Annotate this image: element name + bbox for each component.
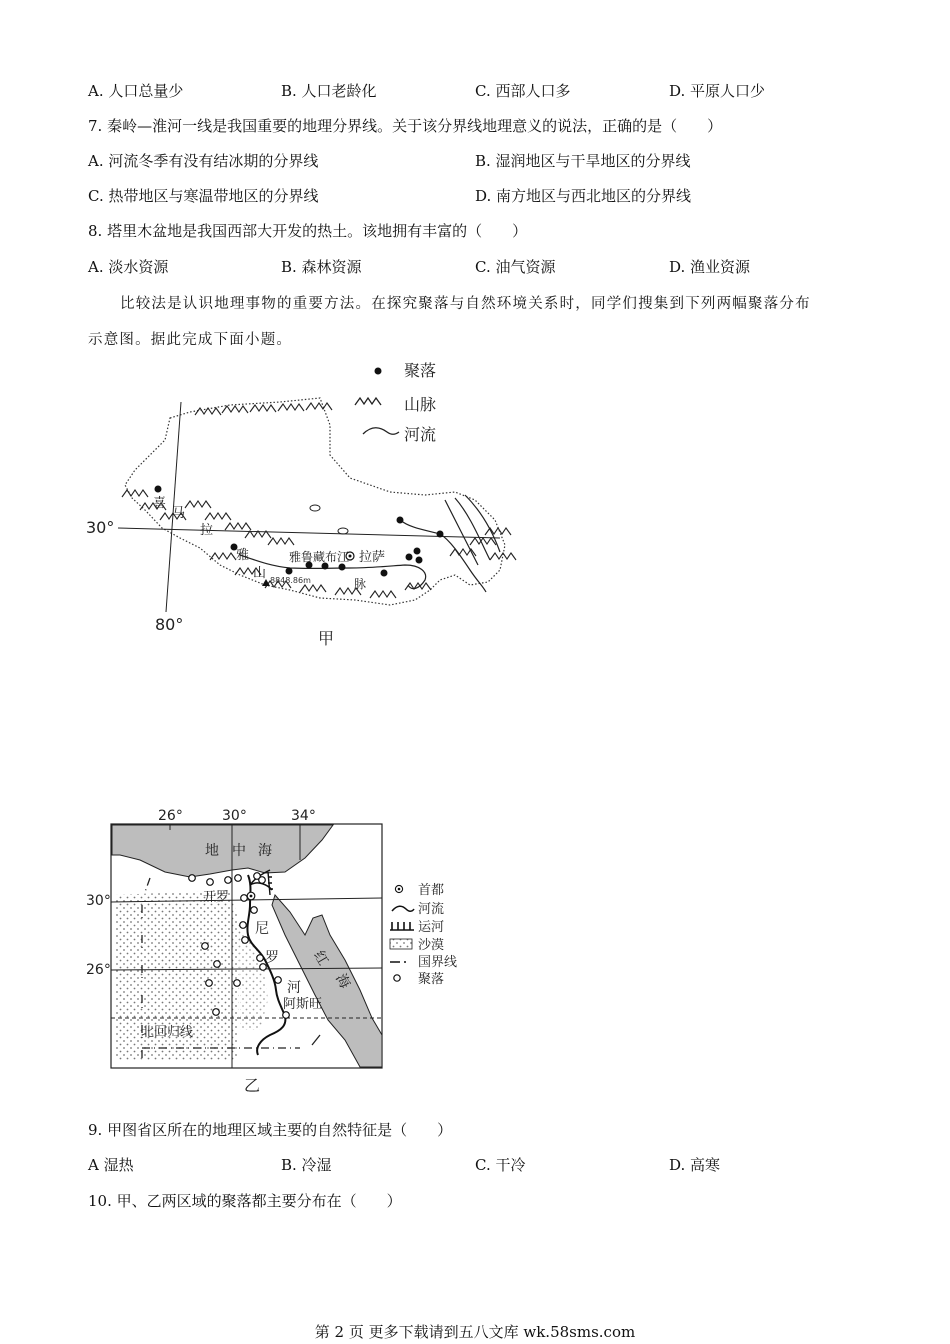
q6-option-a: A. 人口总量少 [88, 82, 184, 100]
red-sea-char-1: 红 [310, 948, 332, 969]
red-sea-char-2: 海 [332, 971, 354, 992]
q9-stem: 9. 甲图省区所在的地理区域主要的自然特征是（ ） [88, 1121, 453, 1139]
lon-26-label: 26° [158, 808, 183, 824]
range-char-2: 马 [172, 506, 186, 521]
legend-desert-label: 沙漠 [418, 938, 445, 953]
aswan-label: 阿斯旺 [283, 997, 323, 1012]
sea-char-1: 地 [205, 843, 219, 859]
range-char-1: 喜 [153, 496, 167, 511]
nile-char-1: 尼 [255, 921, 269, 937]
lon-80-label: 80° [155, 615, 184, 634]
capital-label: 拉萨 [359, 550, 386, 565]
q7-option-a: A. 河流冬季有没有结冰期的分界线 [88, 152, 319, 170]
q7-option-c: C. 热带地区与寒温带地区的分界线 [88, 187, 319, 205]
legend-settlement-label: 聚落 [404, 361, 437, 380]
map-yi-caption: 乙 [244, 1076, 261, 1095]
legend-mountain-icon [355, 398, 381, 405]
q7-stem: 7. 秦岭—淮河一线是我国重要的地理分界线。关于该分界线地理意义的说法，正确的是（ ） [88, 117, 723, 135]
q8-option-c: C. 油气资源 [475, 258, 556, 276]
q8-option-a: A. 淡水资源 [88, 258, 169, 276]
q7-option-d: D. 南方地区与西北地区的分界线 [475, 187, 692, 205]
legend-canal-icon [390, 922, 414, 930]
lon-34-label: 34° [291, 808, 316, 824]
lake [310, 505, 320, 511]
range-char-6: 脉 [354, 577, 367, 591]
legend-desert-icon [390, 939, 412, 949]
sea-char-3: 海 [258, 843, 272, 859]
q8-stem: 8. 塔里木盆地是我国西部大开发的热土。该地拥有丰富的（ ） [88, 222, 528, 240]
lat-30-label: 30° [86, 518, 115, 537]
legend-settlement-icon [375, 368, 382, 375]
cairo-label: 开罗 [203, 890, 230, 905]
legend-river-icon [392, 906, 414, 911]
lat-26-label-yi: 26° [86, 962, 111, 978]
q8-option-b: B. 森林资源 [281, 258, 362, 276]
map-jia-caption: 甲 [318, 629, 335, 648]
map-yi [80, 805, 480, 1100]
legend-mountain-label: 山脉 [404, 395, 437, 414]
range-char-4: 雅 [236, 548, 250, 563]
tibet-boundary [125, 398, 505, 605]
river-label: 雅鲁藏布江 [289, 550, 350, 564]
q10-stem: 10. 甲、乙两区域的聚落都主要分布在（ ） [88, 1192, 402, 1210]
range-char-5: 山 [253, 566, 267, 581]
q6-option-c: C. 西部人口多 [475, 82, 571, 100]
intro-line-1: 比较法是认识地理事物的重要方法。在探究聚落与自然环境关系时，同学们搜集到下列两幅聚落分布 [120, 296, 811, 312]
q8-option-d: D. 渔业资源 [669, 258, 751, 276]
page-footer: 第 2 页 更多下载请到五八文库 wk.58sms.com [314, 1323, 636, 1341]
lake [338, 528, 348, 534]
nile-char-2: 罗 [265, 950, 279, 966]
legend-river-icon [363, 428, 399, 435]
map-jia [80, 355, 540, 655]
legend-capital-label: 首都 [418, 883, 445, 898]
lon-30-label: 30° [222, 808, 247, 824]
peak-label: 8848.86m [270, 576, 311, 585]
lat-30-label-yi: 30° [86, 893, 111, 909]
sea-char-2: 中 [232, 843, 246, 859]
intro-line-2: 示意图。据此完成下面小题。 [88, 332, 293, 348]
legend-canal-label: 运河 [418, 920, 445, 935]
tropic-label: 北回归线 [141, 1025, 194, 1040]
q9-option-d: D. 高寒 [669, 1156, 721, 1174]
legend-river-label: 河流 [404, 425, 437, 444]
range-char-3: 拉 [200, 523, 214, 538]
legend-border-label: 国界线 [418, 955, 458, 970]
q6-option-b: B. 人口老龄化 [281, 82, 377, 100]
legend-settlement-icon-yi [394, 975, 400, 981]
q7-option-b: B. 湿润地区与干旱地区的分界线 [475, 152, 691, 170]
legend-settlement-label-yi: 聚落 [418, 972, 445, 987]
legend-river-label-yi: 河流 [418, 902, 445, 917]
q9-option-a: A 湿热 [88, 1156, 134, 1174]
q9-option-c: C. 干冷 [475, 1156, 526, 1174]
nile-char-3: 河 [287, 980, 301, 996]
q6-option-d: D. 平原人口少 [669, 82, 766, 100]
q9-option-b: B. 冷湿 [281, 1156, 332, 1174]
